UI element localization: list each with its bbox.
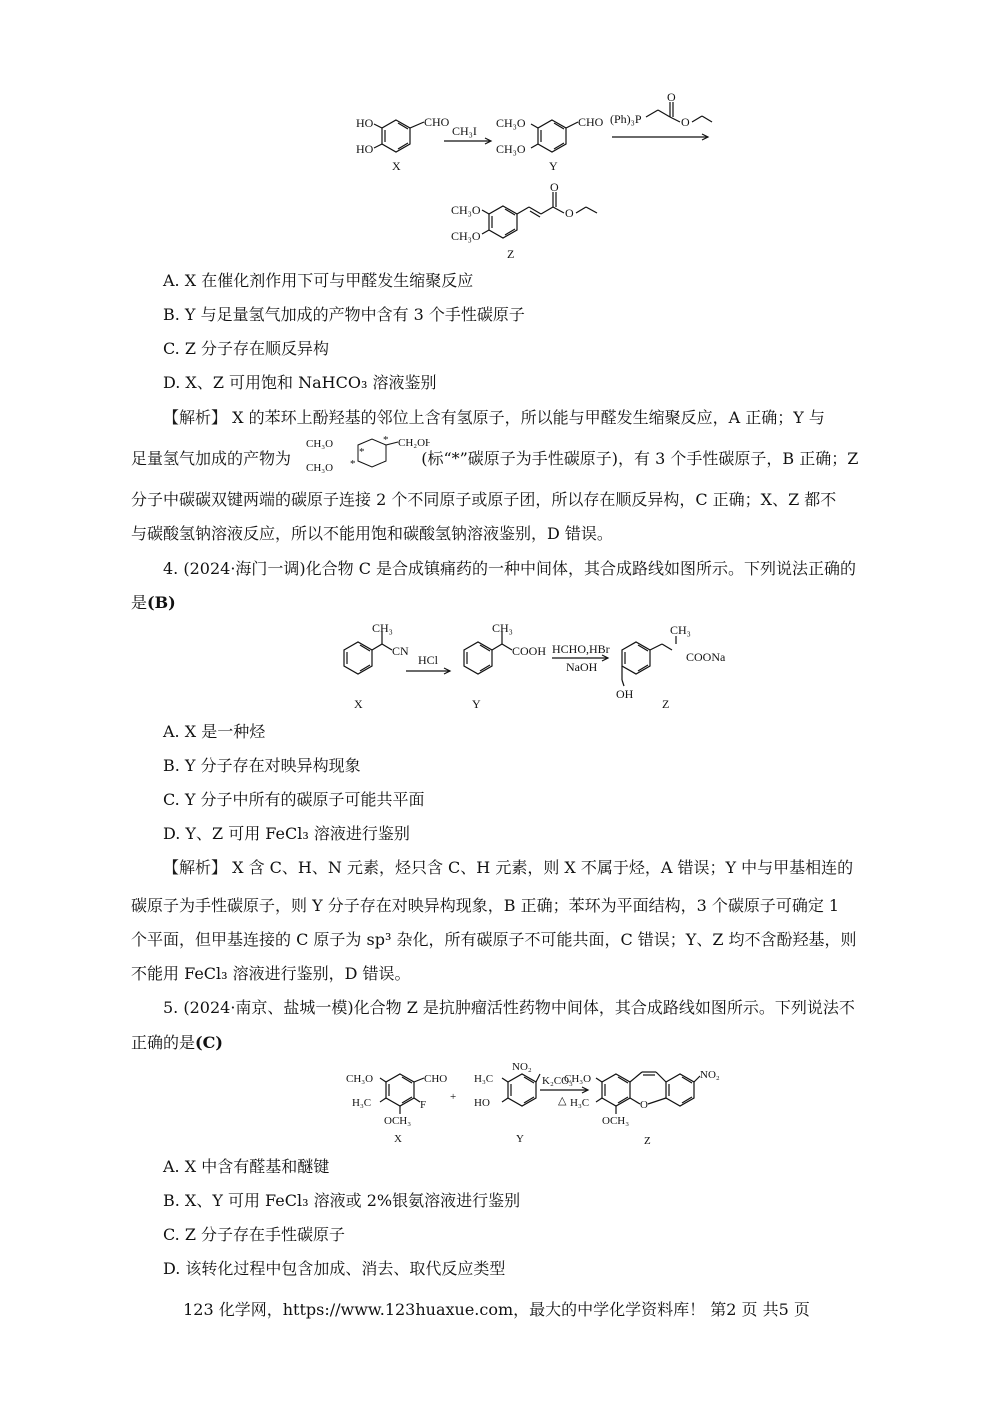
q4-option-a: A. X 是一种烃 <box>163 722 266 741</box>
q3-analysis-line-3: 分子中碳碳双键两端的碳原子连接 2 个不同原子或原子团，所以存在顺反异构，C 正确；X、Z 都不 <box>131 490 837 509</box>
chiral-star-2: * <box>350 458 356 470</box>
z-carbonyl-o: O <box>550 180 559 194</box>
scheme-2-svg <box>326 620 746 716</box>
q3-option-a: A. X 在催化剂作用下可与甲醛发生缩聚反应 <box>163 271 474 290</box>
q5-option-c: C. Z 分子存在手性碳原子 <box>163 1225 346 1244</box>
x-cho: CHO <box>424 115 450 129</box>
x-label-q4: X <box>354 697 363 711</box>
x-ch3: CH₃ <box>372 621 393 635</box>
reaction-scheme-2 <box>326 620 746 716</box>
z-label-q4: Z <box>662 697 670 711</box>
y-label: Y <box>549 159 558 173</box>
q4-analysis-line-1 <box>163 856 889 880</box>
z-ch3o-bottom: CH₃O <box>451 229 481 243</box>
inline-ch3o-top: CH₃O <box>306 438 334 450</box>
q4-analysis-line-2: 碳原子为手性碳原子，则 Y 分子存在对映异构现象，B 正确；苯环为平面结构，3 个碳原子可确定 1 <box>131 896 840 915</box>
reagent-ch3i: CH₃I <box>452 124 477 138</box>
q3-analysis-line-4: 与碳酸氢钠溶液反应，所以不能用饱和碳酸氢钠溶液鉴别，D 错误。 <box>131 524 613 543</box>
q4-analysis-line-3: 个平面，但甲基连接的 C 原子为 sp³ 杂化，所有碳原子不可能共面，C 错误；Y、Z 均不含酚羟基，则 <box>131 930 857 949</box>
chiral-star-1: * <box>359 446 365 458</box>
y-h3c-q5: H₃C <box>474 1073 494 1085</box>
y-ch3: CH₃ <box>492 621 513 635</box>
z-och3-q5: OCH₃ <box>602 1115 630 1127</box>
y-ch3o-bottom: CH₃O <box>496 142 526 156</box>
x-och3-q5: OCH₃ <box>384 1115 412 1127</box>
q3-analysis-line-1 <box>163 406 889 430</box>
z-label-q5: Z <box>644 1135 651 1147</box>
y-ch3o-top: CH₃O <box>496 116 526 130</box>
y-ho-q5: HO <box>474 1097 490 1109</box>
inline-ch2oh: CH₂OH <box>398 437 430 449</box>
q5-option-b: B. X、Y 可用 FeCl₃ 溶液或 2%银氨溶液进行鉴别 <box>163 1191 521 1210</box>
q5-option-d: D. 该转化过程中包含加成、消去、取代反应类型 <box>163 1259 506 1278</box>
x-label-q5: X <box>394 1133 402 1145</box>
reagent-hcl: HCl <box>418 653 439 667</box>
q4-analysis-line-4: 不能用 FeCl₃ 溶液进行鉴别，D 错误。 <box>131 964 411 983</box>
q4-option-b: B. Y 分子存在对映异构现象 <box>163 756 361 775</box>
reagent-k2co3: K₂CO₃ <box>542 1075 573 1087</box>
z-ester-o: O <box>565 206 574 220</box>
z-coona: COONa <box>686 650 726 664</box>
reaction-scheme-1 <box>340 92 730 267</box>
q3-analysis-tag: 【解析】 <box>163 408 228 427</box>
q3-analysis-line-2 <box>131 447 889 472</box>
cyclohexane-product-svg <box>306 433 430 483</box>
page-footer: 123 化学网，https://www.123huaxue.com，最大的中学化学资料库！ 第2 页 共5 页 <box>183 1300 810 1319</box>
y-label-q4: Y <box>472 697 481 711</box>
z-ether-o: O <box>640 1099 648 1111</box>
reagent-ph3p: (Ph)₃P <box>610 112 642 126</box>
z-ch3-q4: CH₃ <box>670 623 691 637</box>
reagent-ester-o: O <box>681 115 690 129</box>
x-cn: CN <box>392 644 409 658</box>
q4-analysis-tag: 【解析】 <box>163 858 228 877</box>
y-cooh: COOH <box>512 644 547 658</box>
reagent-naoh: NaOH <box>566 660 598 674</box>
z-ch3o-top: CH₃O <box>451 203 481 217</box>
reagent-hcho-hbr: HCHO,HBr <box>552 642 610 656</box>
x-ho-bottom: HO <box>356 142 374 156</box>
x-f-q5: F <box>420 1099 427 1111</box>
scheme-1-svg <box>340 92 730 267</box>
reagent-heat: △ <box>558 1095 567 1107</box>
q4-analysis-text-1: X 含 C、H、N 元素，烃只含 C、H 元素，则 X 不属于烃，A 错误；Y 中与甲基相连的 <box>232 858 854 877</box>
q5-answer: (C) <box>195 1033 223 1052</box>
q3-analysis-text-1: X 的苯环上酚羟基的邻位上含有氢原子，所以能与甲醛发生缩聚反应，A 正确；Y 与 <box>232 408 825 427</box>
q3-analysis-text-2b: (标“*”碳原子为手性碳原子)，有 3 个手性碳原子，B 正确；Z <box>421 449 859 468</box>
plus-sign: + <box>450 1091 457 1103</box>
x-cho-q5: CHO <box>424 1073 448 1085</box>
q4-stem-line-2 <box>131 591 889 615</box>
chiral-star-3: * <box>383 434 389 446</box>
q4-option-c: C. Y 分子中所有的碳原子可能共平面 <box>163 790 425 809</box>
q5-option-a: A. X 中含有醛基和醚键 <box>163 1157 330 1176</box>
y-cho: CHO <box>578 115 604 129</box>
q3-inline-structure-drawing <box>306 433 430 483</box>
reagent-carbonyl-o: O <box>667 92 676 104</box>
z-no2-q5: NO₂ <box>700 1069 720 1081</box>
q4-option-d: D. Y、Z 可用 FeCl₃ 溶液进行鉴别 <box>163 824 410 843</box>
q4-stem-line-1: 4. (2024·海门一调)化合物 C 是合成镇痛药的一种中间体，其合成路线如图所示。下列说法正确的 <box>163 559 857 578</box>
x-label: X <box>392 159 401 173</box>
q3-option-d: D. X、Z 可用饱和 NaHCO₃ 溶液鉴别 <box>163 373 437 392</box>
y-label-q5: Y <box>516 1133 524 1145</box>
x-h3c-q5: H₃C <box>352 1097 372 1109</box>
q4-answer: (B) <box>147 593 176 612</box>
x-ho-top: HO <box>356 116 374 130</box>
q3-option-c: C. Z 分子存在顺反异构 <box>163 339 330 358</box>
z-label: Z <box>507 247 515 261</box>
z-ch3o-q5: CH₃O <box>564 1073 592 1085</box>
x-ch3o-q5: CH₃O <box>346 1073 374 1085</box>
inline-ch3o-bottom: CH₃O <box>306 462 334 474</box>
scheme-3-svg <box>344 1060 724 1152</box>
reaction-scheme-3 <box>344 1060 724 1152</box>
q4-stem-text-2: 是 <box>131 593 148 612</box>
q3-analysis-text-2a: 足量氢气加成的产物为 <box>131 449 292 468</box>
y-no2-q5: NO₂ <box>512 1061 532 1073</box>
q5-stem-line-1: 5. (2024·南京、盐城一模)化合物 Z 是抗肿瘤活性药物中间体，其合成路线如图所示。下列说法不 <box>163 998 855 1017</box>
q3-option-b: B. Y 与足量氢气加成的产物中含有 3 个手性碳原子 <box>163 305 525 324</box>
z-h3c-q5: H₃C <box>570 1097 590 1109</box>
q5-stem-line-2 <box>131 1031 889 1055</box>
q5-stem-text-2: 正确的是 <box>131 1033 196 1052</box>
z-oh: OH <box>616 687 634 701</box>
